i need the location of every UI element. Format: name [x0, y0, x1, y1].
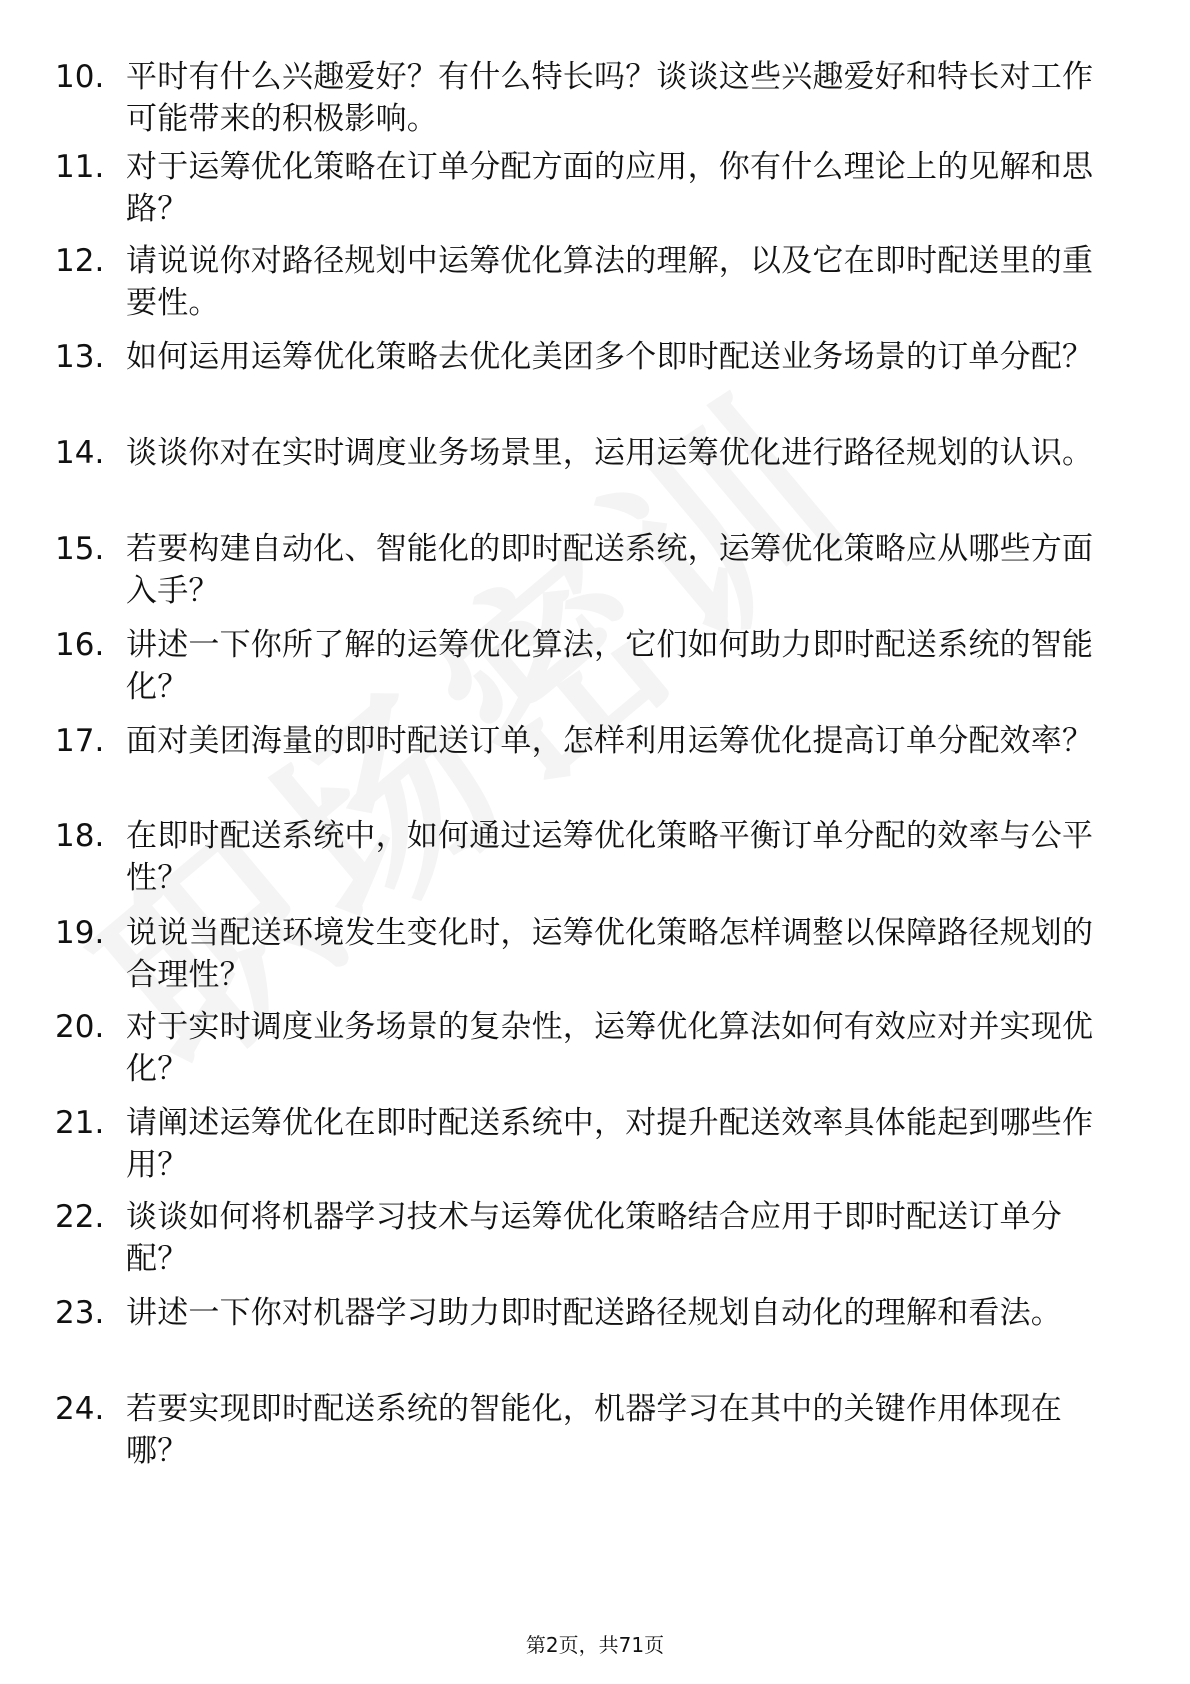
list-item — [0, 240, 1190, 330]
question-text: 在即时配送系统中，如何通过运筹优化策略平衡订单分配的效率与公平性？ — [126, 818, 1094, 896]
list-item — [0, 1102, 1190, 1192]
list-item — [0, 56, 1190, 146]
question-text: 如何运用运筹优化策略去优化美团多个即时配送业务场景的订单分配？ — [126, 339, 1094, 375]
question-number: 24. — [55, 1391, 105, 1427]
question-text: 面对美团海量的即时配送订单，怎样利用运筹优化提高订单分配效率？ — [126, 723, 1094, 759]
question-text: 对于实时调度业务场景的复杂性，运筹优化算法如何有效应对并实现优化？ — [126, 1009, 1094, 1087]
question-text: 请阐述运筹优化在即时配送系统中，对提升配送效率具体能起到哪些作用？ — [126, 1105, 1094, 1183]
question-number: 17. — [55, 723, 105, 759]
page-number: 第2页，共71页 — [525, 1633, 665, 1657]
question-number: 13. — [55, 339, 105, 375]
question-text: 对于运筹优化策略在订单分配方面的应用，你有什么理论上的见解和思路？ — [126, 149, 1094, 227]
list-item — [0, 432, 1190, 522]
question-text: 若要构建自动化、智能化的即时配送系统，运筹优化策略应从哪些方面入手？ — [126, 531, 1094, 609]
question-text: 谈谈如何将机器学习技术与运筹优化策略结合应用于即时配送订单分配？ — [126, 1199, 1062, 1277]
list-item — [0, 1388, 1190, 1478]
list-item — [0, 1006, 1190, 1096]
question-text: 平时有什么兴趣爱好？有什么特长吗？谈谈这些兴趣爱好和特长对工作可能带来的积极影响。 — [126, 59, 1094, 137]
question-text: 请说说你对路径规划中运筹优化算法的理解，以及它在即时配送里的重要性。 — [126, 243, 1094, 321]
question-number: 22. — [55, 1199, 105, 1235]
question-number: 14. — [55, 435, 105, 471]
question-number: 12. — [55, 243, 105, 279]
question-number: 11. — [55, 149, 105, 185]
list-item — [0, 815, 1190, 905]
list-item — [0, 1196, 1190, 1286]
question-number: 15. — [55, 531, 105, 567]
question-number: 19. — [55, 915, 105, 951]
list-item — [0, 146, 1190, 236]
question-text: 说说当配送环境发生变化时，运筹优化策略怎样调整以保障路径规划的合理性？ — [126, 915, 1094, 993]
question-number: 21. — [55, 1105, 105, 1141]
question-number: 18. — [55, 818, 105, 854]
question-text: 谈谈你对在实时调度业务场景里，运用运筹优化进行路径规划的认识。 — [126, 435, 1094, 471]
list-item — [0, 528, 1190, 618]
list-item — [0, 912, 1190, 1002]
list-item — [0, 720, 1190, 810]
question-text: 讲述一下你对机器学习助力即时配送路径规划自动化的理解和看法。 — [126, 1295, 1062, 1331]
question-number: 20. — [55, 1009, 105, 1045]
question-text: 若要实现即时配送系统的智能化，机器学习在其中的关键作用体现在哪？ — [126, 1391, 1062, 1469]
question-number: 10. — [55, 59, 105, 95]
list-item — [0, 624, 1190, 714]
question-number: 23. — [55, 1295, 105, 1331]
list-item — [0, 336, 1190, 426]
list-item — [0, 1292, 1190, 1382]
question-text: 讲述一下你所了解的运筹优化算法，它们如何助力即时配送系统的智能化？ — [126, 627, 1094, 705]
question-number: 16. — [55, 627, 105, 663]
